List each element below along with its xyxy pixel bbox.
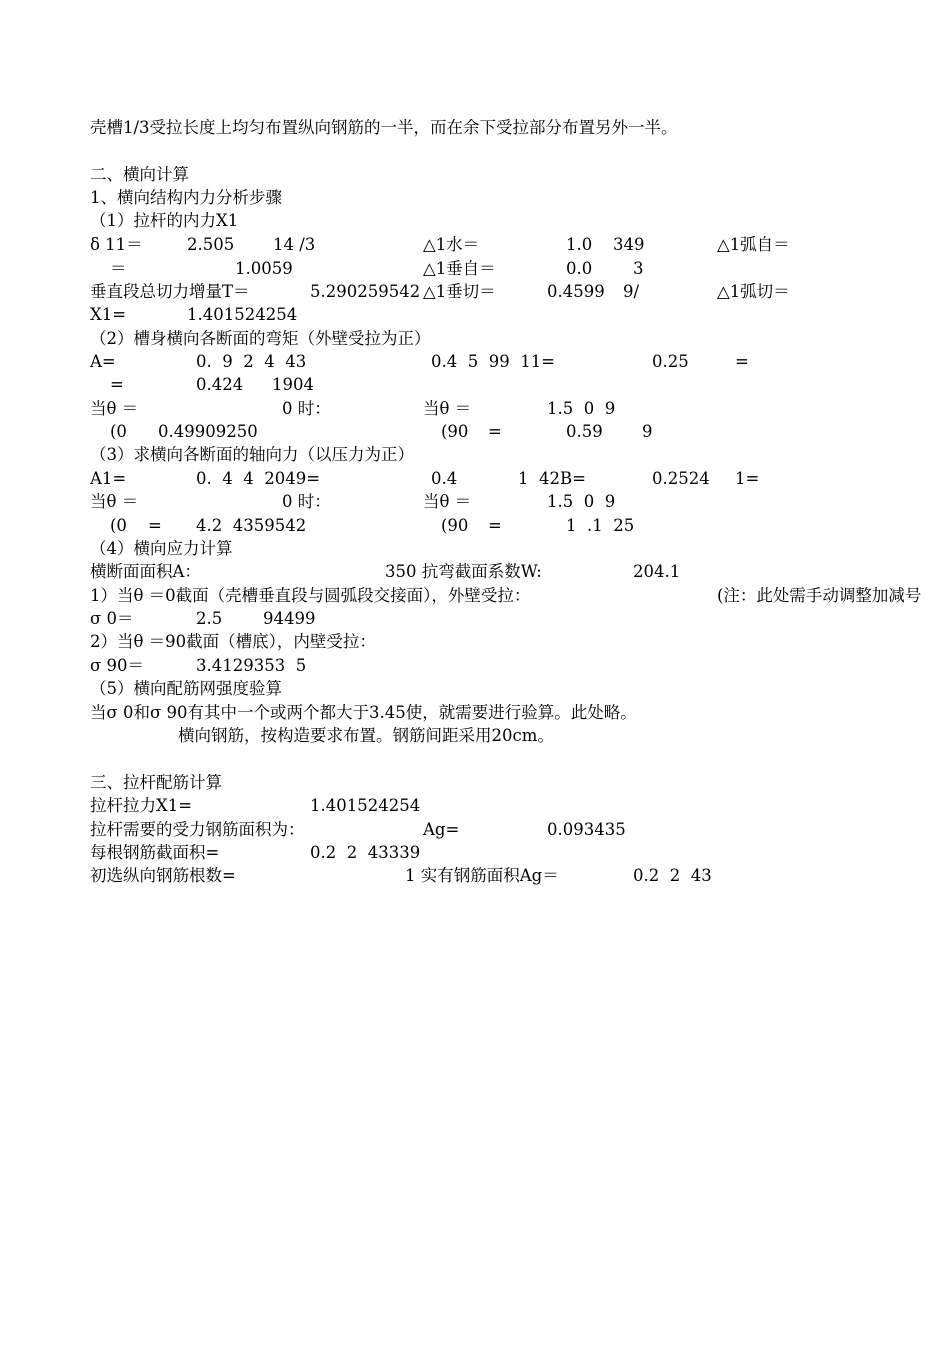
text-line xyxy=(0,818,950,841)
section-heading: 三、拉杆配筋计算 xyxy=(90,773,222,792)
subsection-heading: （4）横向应力计算 xyxy=(90,539,233,558)
label-cell: 横断面面积A： xyxy=(90,562,201,581)
value-cell: 0.093435 xyxy=(547,820,626,839)
label-cell: △1弧切＝ xyxy=(717,282,790,301)
value-cell: 1 42B= xyxy=(518,469,586,488)
text-line xyxy=(0,584,950,607)
label-cell: = xyxy=(148,516,162,535)
value-cell: 0.4599 xyxy=(547,282,605,301)
value-cell: 0.25 xyxy=(652,352,689,371)
value-cell: 2.5 xyxy=(196,609,223,628)
label-cell: △1水＝ xyxy=(423,235,480,254)
label-cell: (90 xyxy=(441,516,469,535)
text-line xyxy=(0,280,950,303)
value-cell: 0. 9 2 4 43 xyxy=(196,352,307,371)
subsection-heading: （2）槽身横向各断面的弯矩（外壁受拉为正） xyxy=(90,329,431,348)
label-cell: 拉杆拉力X1= xyxy=(90,796,193,815)
text-line xyxy=(0,350,950,373)
label-cell: A= xyxy=(90,352,116,371)
subsection-heading: （3）求横向各断面的轴向力（以压力为正） xyxy=(90,445,414,464)
value-cell: 1.0059 xyxy=(235,259,293,278)
label-cell: σ 90＝ xyxy=(90,656,145,675)
label-cell: σ 0＝ xyxy=(90,609,134,628)
value-cell: 4.2 4359542 xyxy=(196,516,307,535)
value-cell: 0.2 2 43 xyxy=(633,866,712,885)
text-line xyxy=(0,163,950,186)
value-cell: 5.290259542 xyxy=(310,282,421,301)
subsection-heading: （5）横向配筋网强度验算 xyxy=(90,679,282,698)
label-cell: 当θ ＝ xyxy=(423,492,472,511)
text-line xyxy=(0,467,950,490)
value-cell: 1904 xyxy=(272,375,314,394)
value-cell: 0 时： xyxy=(282,492,331,511)
value-cell: 0.59 xyxy=(566,422,603,441)
label-cell: Ag= xyxy=(423,820,460,839)
text-line xyxy=(0,233,950,256)
text-line xyxy=(0,630,950,653)
text-line xyxy=(0,537,950,560)
value-cell: 9/ xyxy=(623,282,640,301)
label-cell: A1= xyxy=(90,469,127,488)
label-cell: X1= xyxy=(90,305,127,324)
label-cell: (0 xyxy=(110,422,127,441)
paragraph-text: 壳槽1/3受拉长度上均匀布置纵向钢筋的一半，而在余下受拉部分布置另外一半。 xyxy=(90,118,678,137)
value-cell: 1.5 0 9 xyxy=(547,492,616,511)
label-cell: = xyxy=(488,516,502,535)
value-cell: 1.401524254 xyxy=(310,796,421,815)
label-cell: 当θ ＝ xyxy=(90,399,139,418)
label-cell: 1）当θ ＝0截面（壳槽垂直段与圆弧段交接面），外壁受拉： xyxy=(90,586,531,605)
value-cell: 3.4129353 5 xyxy=(196,656,307,675)
value-cell: 0.424 xyxy=(196,375,244,394)
note-text: (注：此处需手动调整加减号 xyxy=(717,586,922,605)
text-line xyxy=(0,771,950,794)
value-cell: 0.49909250 xyxy=(158,422,258,441)
text-line xyxy=(0,490,950,513)
value-cell: 0.4 xyxy=(431,469,458,488)
text-line xyxy=(0,257,950,280)
value-cell: 2.505 xyxy=(187,235,235,254)
label-cell: 每根钢筋截面积= xyxy=(90,843,220,862)
text-line xyxy=(0,116,950,139)
text-line xyxy=(0,443,950,466)
text-line xyxy=(0,209,950,232)
value-cell: 0. 4 4 2049= xyxy=(196,469,321,488)
text-line xyxy=(0,327,950,350)
label-cell: △1垂自＝ xyxy=(423,259,496,278)
value-cell: 0.4 5 99 11= xyxy=(431,352,556,371)
text-line xyxy=(0,303,950,326)
label-cell: (90 xyxy=(441,422,469,441)
value-cell: 3 xyxy=(633,259,644,278)
subsection-heading: 1、横向结构内力分析步骤 xyxy=(90,188,282,207)
value-cell: 14 /3 xyxy=(273,235,316,254)
text-line xyxy=(0,864,950,887)
text-line xyxy=(0,560,950,583)
label-cell: δ 11＝ xyxy=(90,235,143,254)
label-cell: 350 抗弯截面系数W: xyxy=(385,562,542,581)
text-line xyxy=(0,794,950,817)
value-cell: 349 xyxy=(613,235,645,254)
text-line xyxy=(0,373,950,396)
label-cell: 当θ ＝ xyxy=(90,492,139,511)
label-cell: = xyxy=(735,352,749,371)
value-cell: 1.0 xyxy=(566,235,593,254)
label-cell: 2）当θ ＝90截面（槽底），内壁受拉： xyxy=(90,632,376,651)
value-cell: 0.2524 xyxy=(652,469,710,488)
label-cell: = xyxy=(110,375,124,394)
label-cell: 垂直段总切力增量T＝ xyxy=(90,282,250,301)
text-line xyxy=(0,186,950,209)
label-cell: 初选纵向钢筋根数= xyxy=(90,866,236,885)
label-cell: △1弧自＝ xyxy=(717,235,790,254)
value-cell: 1.5 0 9 xyxy=(547,399,616,418)
text-line xyxy=(0,724,950,747)
label-cell: 当θ ＝ xyxy=(423,399,472,418)
value-cell: 94499 xyxy=(263,609,316,628)
text-line xyxy=(0,420,950,443)
value-cell: 1 .1 25 xyxy=(566,516,635,535)
text-line xyxy=(0,841,950,864)
label-cell: (0 xyxy=(110,516,127,535)
value-cell: 204.1 xyxy=(633,562,681,581)
subsection-heading: （1）拉杆的内力X1 xyxy=(90,211,239,230)
label-cell: 1 实有钢筋面积Ag＝ xyxy=(405,866,559,885)
text-line xyxy=(0,654,950,677)
text-line xyxy=(0,701,950,724)
section-heading: 二、横向计算 xyxy=(90,165,189,184)
text-line xyxy=(0,607,950,630)
value-cell: 1.401524254 xyxy=(187,305,298,324)
label-cell: 拉杆需要的受力钢筋面积为： xyxy=(90,820,305,839)
value-cell: 0.0 xyxy=(566,259,593,278)
paragraph-text: 当σ 0和σ 90有其中一个或两个都大于3.45使，就需要进行验算。此处略。 xyxy=(90,703,637,722)
value-cell: 0 时： xyxy=(282,399,331,418)
label-cell: = xyxy=(488,422,502,441)
text-line xyxy=(0,514,950,537)
text-line xyxy=(0,677,950,700)
text-line xyxy=(0,397,950,420)
label-cell: ＝ xyxy=(110,259,127,278)
value-cell: 1= xyxy=(735,469,760,488)
value-cell: 9 xyxy=(642,422,653,441)
value-cell: 0.2 2 43339 xyxy=(310,843,421,862)
paragraph-text: 横向钢筋，按构造要求布置。钢筋间距采用20cm。 xyxy=(178,726,554,745)
label-cell: △1垂切＝ xyxy=(423,282,496,301)
